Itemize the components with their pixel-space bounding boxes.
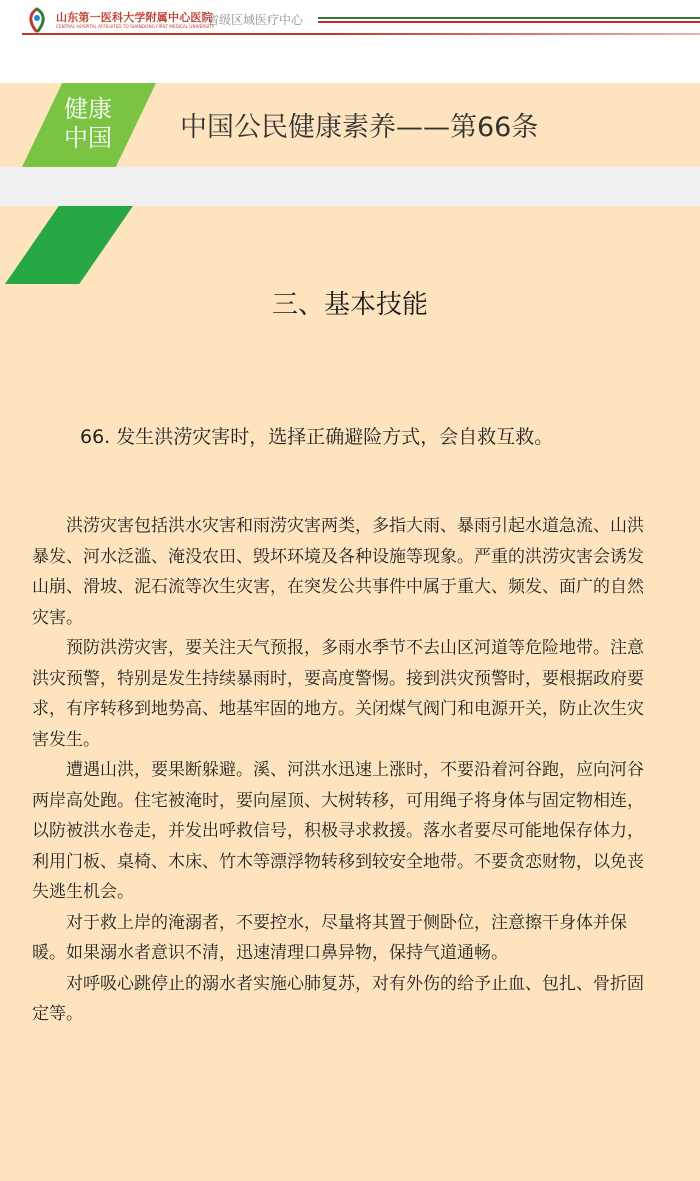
- header-underline: [22, 33, 700, 35]
- gray-separator-band: [0, 167, 700, 206]
- page-header: [0, 0, 700, 40]
- section-title: 三、基本技能: [271, 290, 428, 320]
- hospital-name: 山东第一医科大学附属中心医院: [56, 11, 213, 24]
- page-title: 中国公民健康素养——第66条: [180, 112, 539, 143]
- paragraph-3: 遭遇山洪，要果断躲避。溪、河洪水迅速上涨时，不要沿着河谷跑，应向河谷两岸高处跑。住宅被淹时，要向屋顶、大树转移，可用绳子将身体与固定物相连，以防被洪水卷走，并发出呼救信号，积极寻求救援。落水者要尽可能地保存体力，利用门板、桌椅、木床、竹木等漂浮物转移到较安全地带。不要贪恋财物，以免丧失逃生机会。: [32, 760, 644, 902]
- item-heading: 66. 发生洪涝灾害时，选择正确避险方式，会自救互救。: [80, 426, 554, 448]
- header-subtitle: 省级区域医疗中心: [207, 13, 304, 27]
- paragraph-5: 对呼吸心跳停止的溺水者实施心肺复苏，对有外伤的给予止血、包扎、骨折固定等。: [32, 973, 644, 1024]
- header-divider-red: [318, 21, 700, 23]
- header-divider-green: [318, 17, 700, 19]
- hospital-logo-icon: [24, 7, 50, 33]
- tag-label: 健康 中国: [64, 95, 112, 152]
- article-body: [32, 511, 658, 1030]
- paragraph-4: 对于救上岸的淹溺者，不要控水，尽量将其置于侧卧位，注意擦干身体并保暖。如果溺水者意识不清，迅速清理口鼻异物，保持气道通畅。: [32, 912, 627, 963]
- hospital-name-en: CENTRAL HOSPITAL AFFILIATED TO SHANDONG FIRST MEDICAL UNIVERSITY: [56, 24, 215, 29]
- paragraph-2: 预防洪涝灾害，要关注天气预报，多雨水季节不去山区河道等危险地带。注意洪灾预警，特别是发生持续暴雨时，要高度警惕。接到洪灾预警时，要根据政府要求，有序转移到地势高、地基牢固的地方。关闭煤气阀门和电源开关，防止次生灾害发生。: [32, 638, 644, 750]
- paragraph-1: 洪涝灾害包括洪水灾害和雨涝灾害两类，多指大雨、暴雨引起水道急流、山洪暴发、河水泛滥、淹没农田、毁坏环境及各种设施等现象。严重的洪涝灾害会诱发山崩、滑坡、泥石流等次生灾害，在突发公共事件中属于重大、频发、面广的自然灾害。: [32, 516, 644, 628]
